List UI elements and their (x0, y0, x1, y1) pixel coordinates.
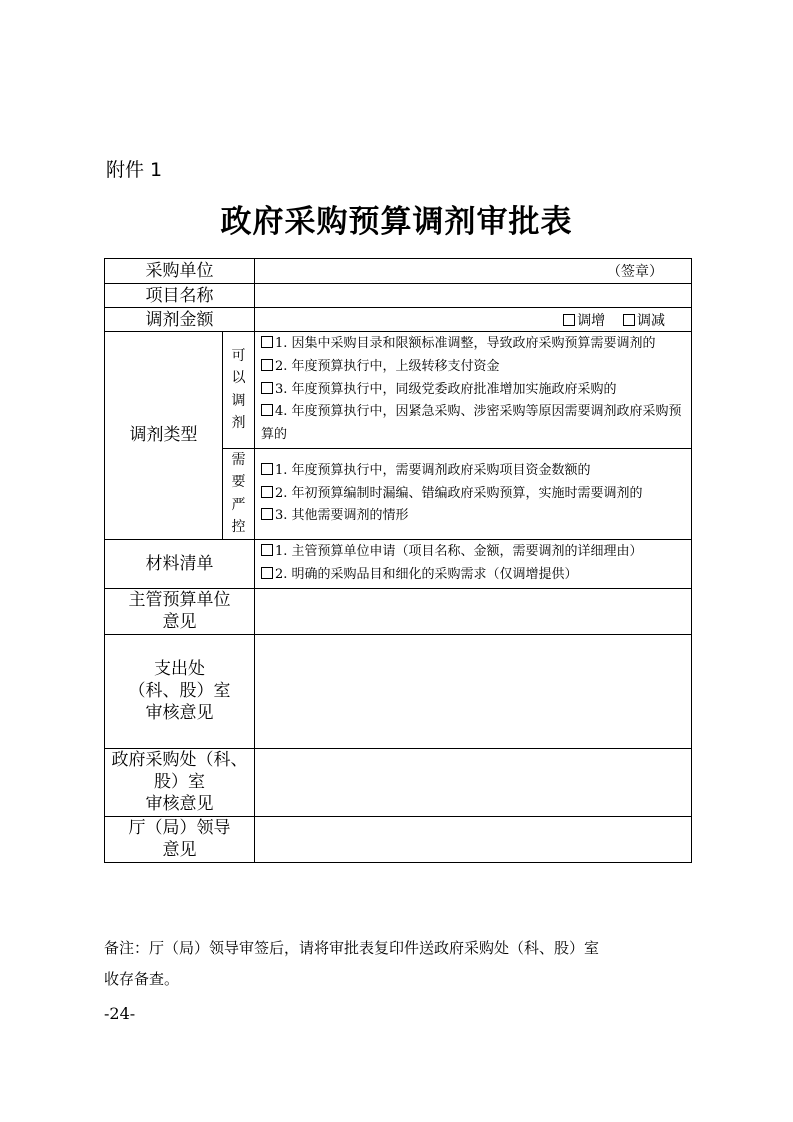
row-leader-opinion (105, 816, 692, 862)
row-project-name (105, 284, 692, 308)
leader-opinion-label: 厅（局）领导 意见 (105, 816, 255, 862)
option-checkbox[interactable] (261, 486, 273, 498)
material-option[interactable]: 2. 明确的采购品目和细化的采购需求（仅调增提供） (261, 564, 687, 587)
expenditure-opinion-field[interactable] (255, 634, 692, 748)
can-adjust-option[interactable]: 1. 因集中采购目录和限额标准调整，导致政府采购预算需要调剂的 (261, 333, 687, 356)
can-adjust-label: 可以调剂 (223, 332, 255, 449)
option-checkbox[interactable] (261, 567, 273, 579)
increase-label: 调增 (577, 312, 606, 329)
strict-control-label: 需要严控 (223, 448, 255, 539)
project-name-field[interactable] (255, 284, 692, 308)
form-title: 政府采购预算调剂审批表 (220, 204, 573, 240)
can-adjust-option[interactable]: 3. 年度预算执行中，同级党委政府批准增加实施政府采购的 (261, 379, 687, 402)
option-checkbox[interactable] (261, 544, 273, 556)
approval-form-table (104, 258, 692, 863)
option-checkbox[interactable] (261, 382, 273, 394)
materials-label: 材料清单 (105, 539, 255, 588)
material-option[interactable]: 1. 主管预算单位申请（项目名称、金额，需要调剂的详细理由） (261, 541, 687, 564)
row-adjust-amount (105, 308, 692, 332)
row-expenditure-opinion (105, 634, 692, 748)
seal-field[interactable] (255, 259, 692, 284)
option-checkbox[interactable] (261, 359, 273, 371)
supervisor-opinion-field[interactable] (255, 588, 692, 634)
project-name-label: 项目名称 (105, 284, 255, 308)
option-checkbox[interactable] (261, 508, 273, 520)
strict-option[interactable]: 2. 年初预算编制时漏编、错编政府采购预算，实施时需要调剂的 (261, 483, 687, 506)
attachment-label: 附件 1 (106, 159, 163, 181)
row-procurement-opinion (105, 748, 692, 816)
decrease-label: 调减 (637, 312, 665, 329)
adjust-type-label: 调剂类型 (105, 332, 223, 540)
can-adjust-options (255, 332, 692, 449)
strict-control-options (255, 448, 692, 539)
leader-opinion-field[interactable] (255, 816, 692, 862)
adjust-amount-label: 调剂金额 (105, 308, 255, 332)
decrease-checkbox[interactable] (623, 314, 635, 326)
row-purchasing-unit (105, 259, 692, 284)
row-materials (105, 539, 692, 588)
option-checkbox[interactable] (261, 463, 273, 475)
option-checkbox[interactable] (261, 336, 273, 348)
footnote: 备注：厅（局）领导审签后，请将审批表复印件送政府采购处（科、股）室 收存备查。 (104, 939, 600, 988)
procurement-opinion-field[interactable] (255, 748, 692, 816)
page-number: -24- (104, 1004, 136, 1023)
can-adjust-option[interactable]: 2. 年度预算执行中，上级转移支付资金 (261, 356, 687, 379)
expenditure-opinion-label: 支出处 （科、股）室 审核意见 (105, 634, 255, 748)
increase-checkbox[interactable] (563, 314, 575, 326)
materials-options (255, 539, 692, 588)
strict-option[interactable]: 1. 年度预算执行中，需要调剂政府采购项目资金数额的 (261, 460, 687, 483)
strict-option[interactable]: 3. 其他需要调剂的情形 (261, 505, 687, 528)
row-supervisor-opinion (105, 588, 692, 634)
purchasing-unit-label: 采购单位 (105, 259, 255, 284)
can-adjust-option[interactable]: 4. 年度预算执行中，因紧急采购、涉密采购等原因需要调剂政府采购预算的 (261, 404, 682, 443)
adjust-amount-field[interactable] (255, 308, 692, 332)
row-adjust-type-can (105, 332, 692, 449)
seal-text: （签章） (607, 264, 663, 280)
procurement-opinion-label: 政府采购处（科、 股）室 审核意见 (105, 748, 255, 816)
option-checkbox[interactable] (261, 404, 273, 416)
supervisor-opinion-label: 主管预算单位 意见 (105, 588, 255, 634)
